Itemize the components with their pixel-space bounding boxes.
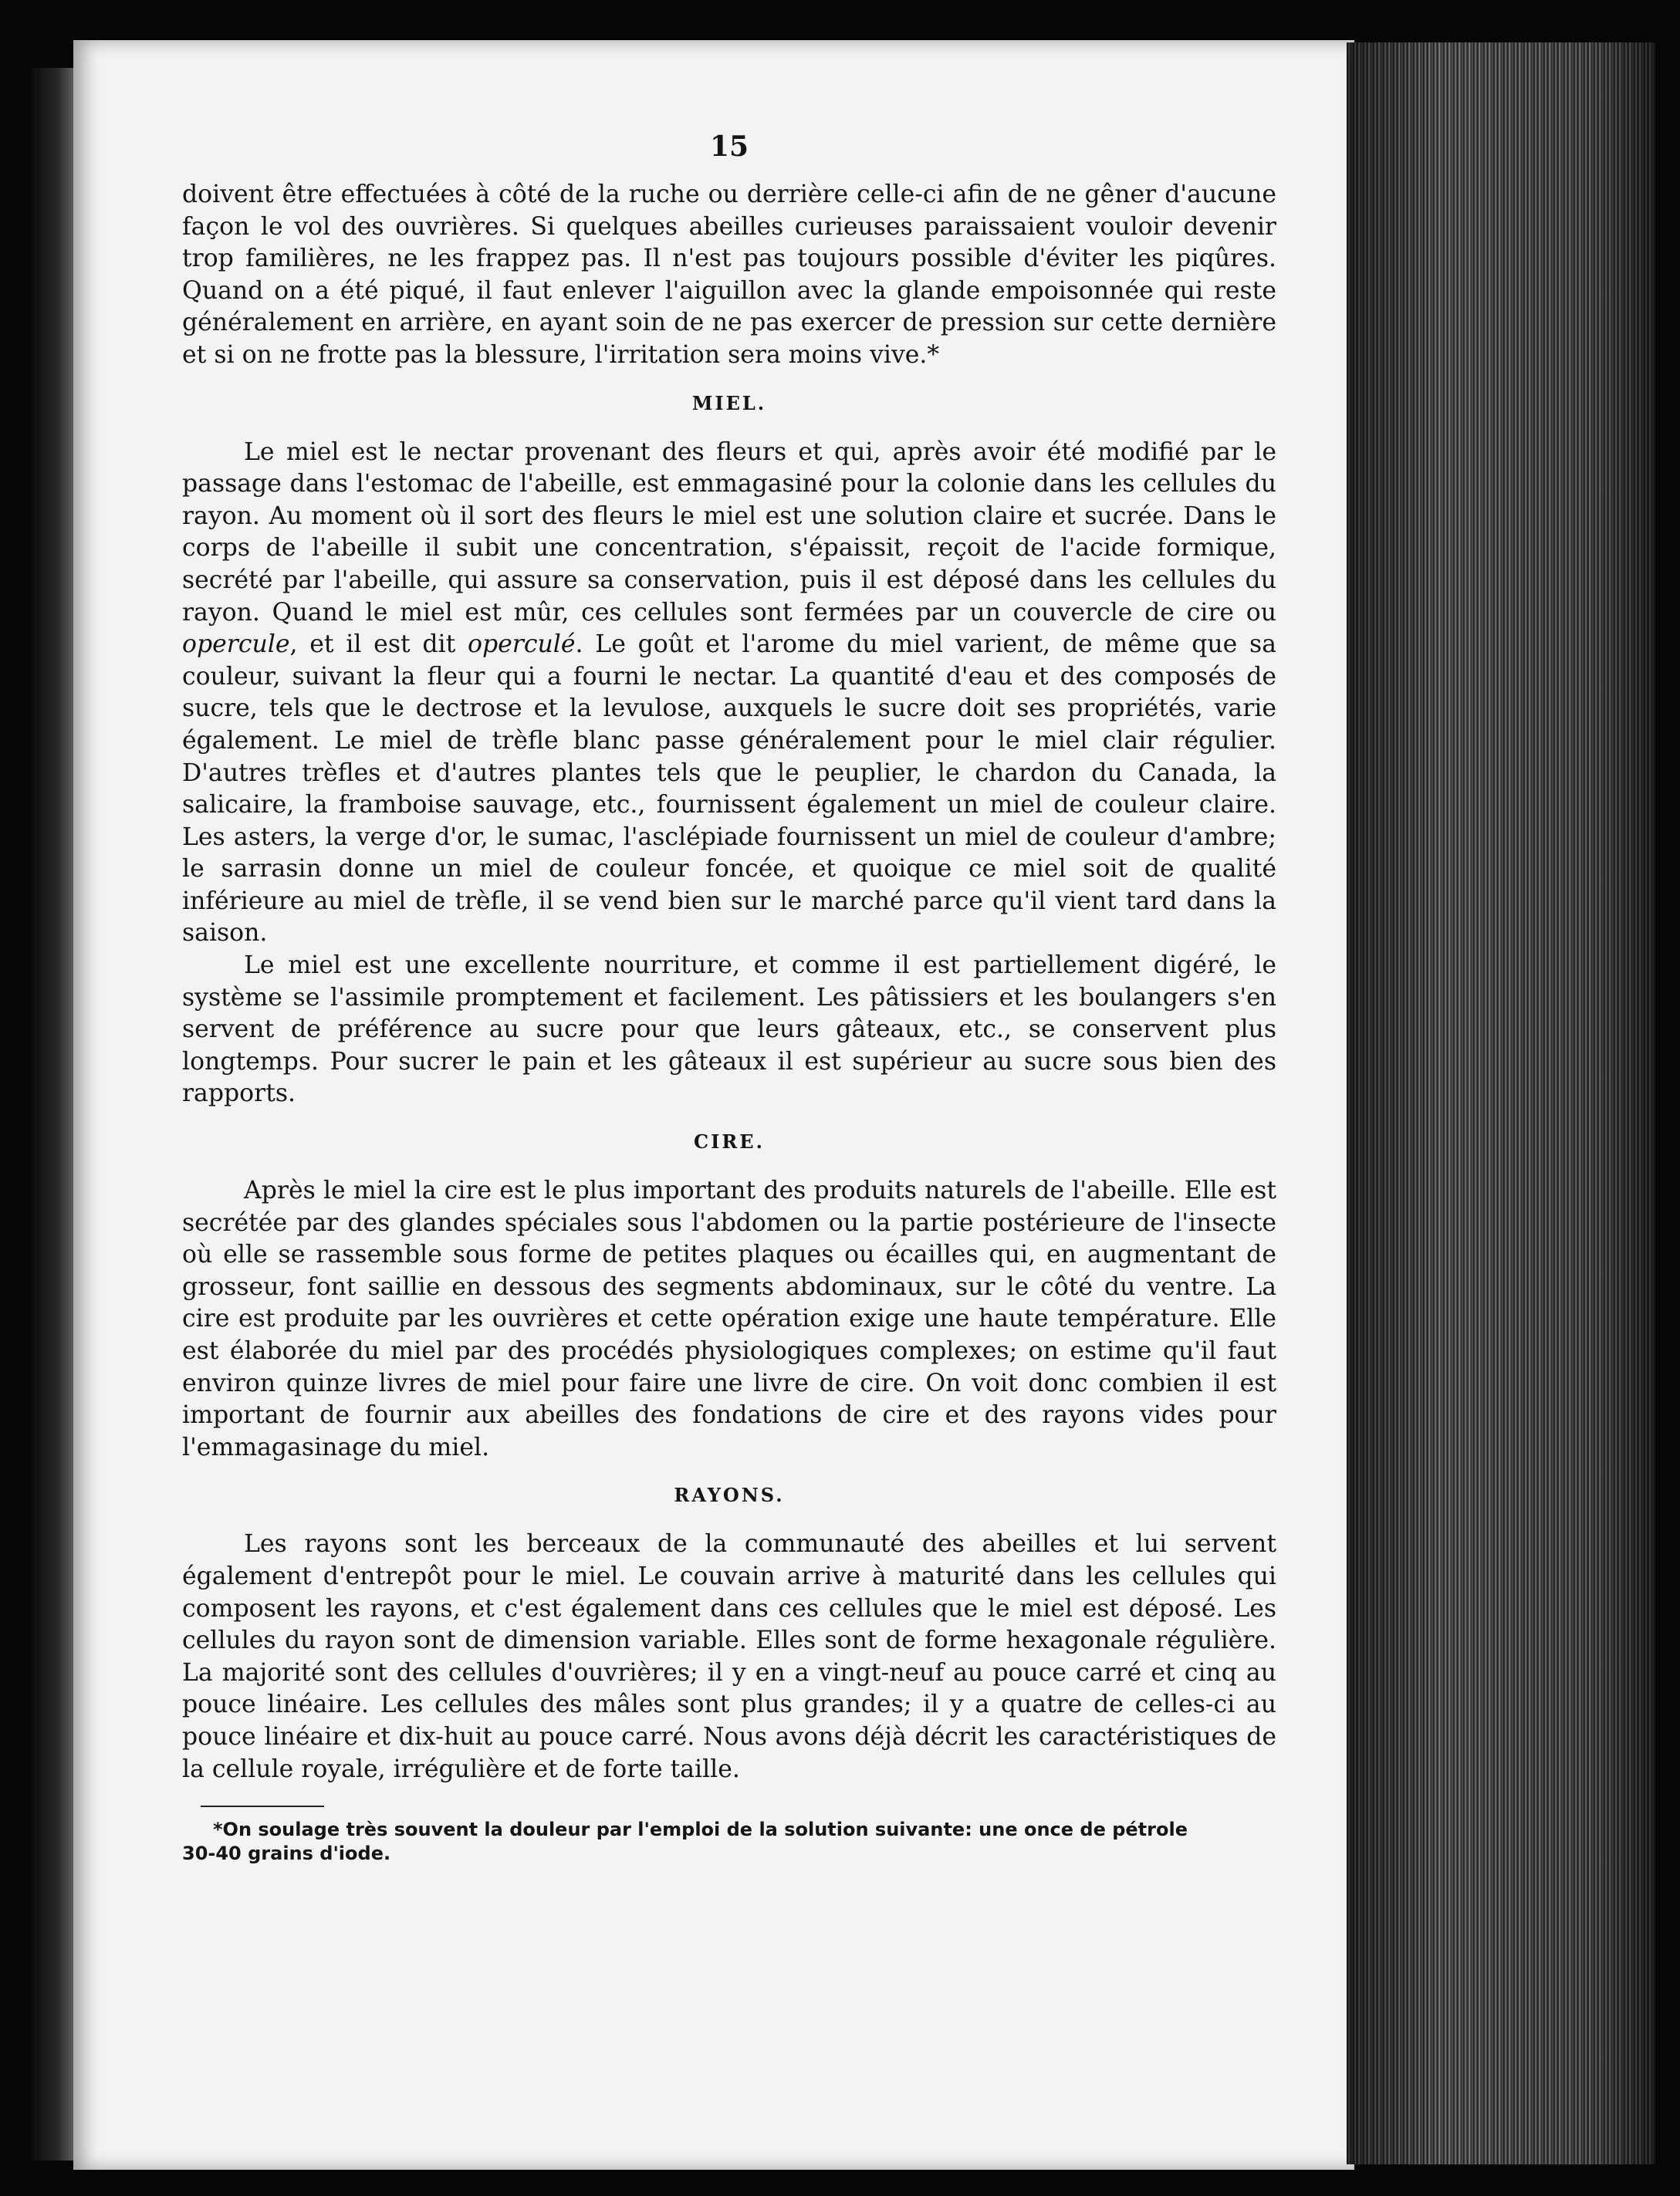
page-edges-stack	[1347, 42, 1655, 2164]
italic-term: opercule	[182, 630, 290, 659]
footnote-line-2: 30-40 grains d'iode.	[182, 1843, 391, 1865]
paragraph-cire-1: Après le miel la cire est le plus important des produits naturels de l'abeille. Elle est secrétée par des glandes spéciales sous l'abdomen ou la partie postérieure de l'insecte où elle se rassemble sous forme de petites plaques ou écailles qui, en augmentant de grosseur, font saillie en dessous des segments abdominaux, sur le côté du ventre. La cire est produite par les ouvrières et cette opération exige une haute température. Elle est élaborée du miel par des procédés physiologiques complexes; on estime qu'il faut environ quinze livres de miel pour faire une livre de cire. On voit donc combien il est important de fournir aux abeilles des fondations de cire et des rayons vides pour l'emmagasinage du miel.	[182, 1177, 1276, 1461]
footnote-line-1: *On soulage très souvent la douleur par l'emploi de la solution suivante: une once de pétrole	[213, 1819, 1188, 1841]
page-number: 15	[709, 130, 749, 163]
paragraph-miel-2: Le miel est une excellente nourriture, et comme il est partiellement digéré, le système se l'assimile promptement et facilement. Les pâtissiers et les boulangers s'en servent de préférence au sucre pour que leurs gâteaux, etc., se conservent plus longtemps. Pour sucrer le pain et les gâteaux il est supérieur au sucre sous bien des rapports.	[182, 951, 1276, 1108]
text-span: Le miel est le nectar provenant des fleurs et qui, après avoir été modifié par le passage dans l'estomac de l'abeille, est emmagasiné pour la colonie dans les cellules du rayon. Au moment où il sort des fleurs le miel est une solution claire et sucrée. Dans le corps de l'abeille il subit une concentration, s'épaissit, reçoit de l'acide formique, secrété par l'abeille, qui assure sa conservation, puis il est déposé dans les cellules du rayon. Quand le miel est mûr, ces cellules sont fermées par un couvercle de cire ou	[182, 438, 1276, 627]
text-span: , et il est dit	[289, 630, 468, 659]
text-span: . Le goût et l'arome du miel varient, de même que sa couleur, suivant la fleur qui a fourni le nectar. La quantité d'eau et des composés de sucre, tels que le dectrose et la levulose, auxquels le sucre doit ses propriétés, varie également. Le miel de trèfle blanc passe généralement pour le miel clair régulier. D'autres trèfles et d'autres plantes tels que le peuplier, le chardon du Canada, la salicaire, la framboise sauvage, etc., fournissent également un miel de couleur claire. Les asters, la verge d'or, le sumac, l'asclépiade fournissent un miel de couleur d'ambre; le sarrasin donne un miel de couleur foncée, et quoique ce miel soit de qualité inférieure au miel de trèfle, il se vend bien sur le marché parce qu'il vient tard dans la saison.	[182, 630, 1276, 948]
paragraph-intro: doivent être effectuées à côté de la ruche ou derrière celle-ci afin de ne gêner d'aucune façon le vol des ouvrières. Si quelques abeilles curieuses paraissaient vouloir devenir trop familières, ne les frappez pas. Il n'est pas toujours possible d'éviter les piqûres. Quand on a été piqué, il faut enlever l'aiguillon avec la glande empoisonnée qui reste généralement en arrière, en ayant soin de ne pas exercer de pression sur cette dernière et si on ne frotte pas la blessure, l'irritation sera moins vive.*	[182, 181, 1276, 369]
paragraph-rayons-1: Les rayons sont les berceaux de la communauté des abeilles et lui servent également d'entrepôt pour le miel. Le couvain arrive à maturité dans les cellules qui composent les rayons, et c'est également dans ces cellules que le miel est déposé. Les cellules du rayon sont de dimension variable. Elles sont de forme hexagonale régulière. La majorité sont des cellules d'ouvrières; il y en a vingt-neuf au pouce carré et cinq au pouce linéaire. Les cellules des mâles sont plus grandes; il y a quatre de celles-ci au pouce linéaire et dix-huit au pouce carré. Nous avons déjà décrit les caractéristiques de la cellule royale, irrégulière et de forte taille.	[182, 1530, 1276, 1783]
page-text-block	[182, 123, 1276, 1866]
footnote-rule	[201, 1806, 324, 1807]
italic-term: operculé	[468, 630, 576, 659]
section-heading-cire: CIRE.	[694, 1130, 765, 1154]
paragraph-miel-1	[182, 437, 1276, 951]
section-heading-miel: MIEL.	[691, 391, 767, 414]
section-heading-rayons: RAYONS.	[674, 1484, 785, 1507]
left-page-shadow	[31, 68, 77, 2161]
